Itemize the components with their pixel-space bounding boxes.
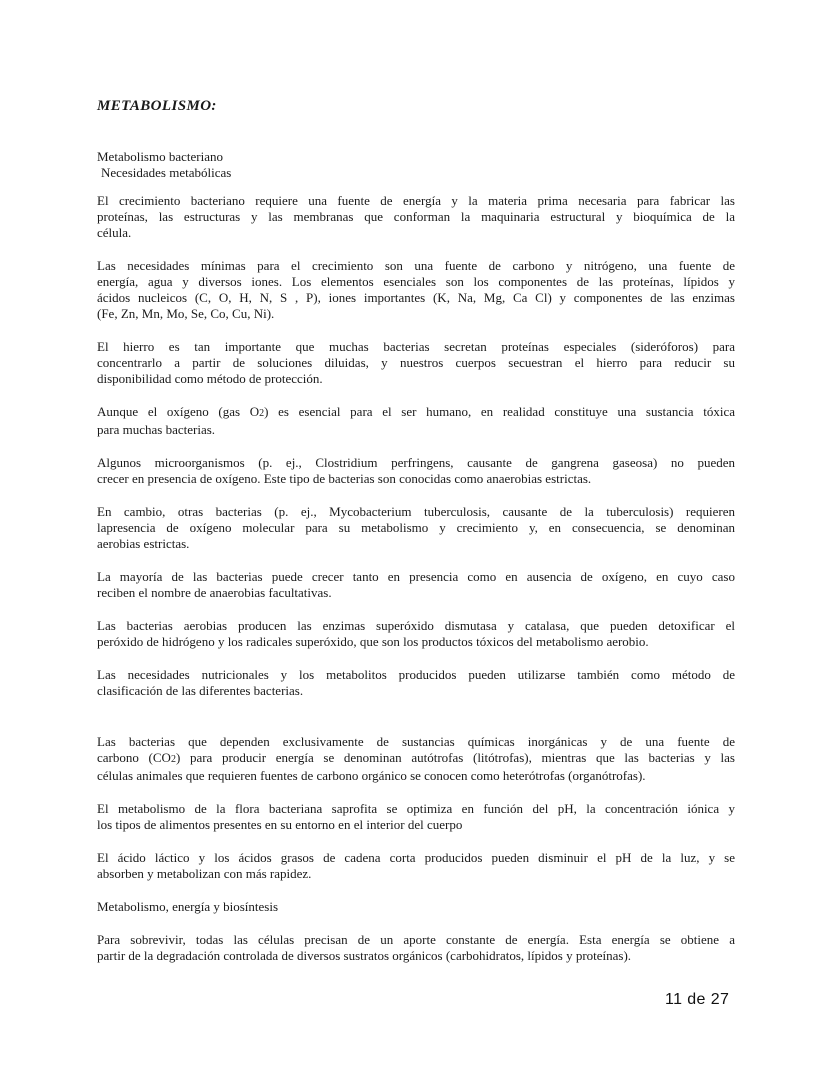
page-title: METABOLISMO: <box>97 98 217 114</box>
text-line: carbono (CO2) para producir energía se denominan autótrofas (litótrofas), mientras que las bacterias y las <box>97 750 735 765</box>
page-number: 11 de 27 <box>665 991 730 1008</box>
paragraph <box>97 850 735 882</box>
text-line: Metabolismo, energía y biosíntesis <box>97 899 279 914</box>
paragraph <box>97 193 735 241</box>
text-line: célula. <box>97 225 132 240</box>
text-line: peróxido de hidrógeno y los radicales superóxido, que son los productos tóxicos del metabolismo aerobio. <box>97 634 649 649</box>
text-line: Aunque el oxígeno (gas O2) es esencial para el ser humano, en realidad constituye una sustancia tóxica <box>97 404 735 419</box>
text-line: Las necesidades nutricionales y los metabolitos producidos pueden utilizarse también como método de <box>97 667 735 682</box>
paragraph <box>97 801 735 833</box>
document-body <box>97 97 735 981</box>
text-line: Las bacterias aerobias producen las enzimas superóxido dismutasa y catalasa, que pueden detoxificar el <box>97 618 735 633</box>
text-line: disponibilidad como método de protección. <box>97 371 323 386</box>
text-line: clasificación de las diferentes bacterias. <box>97 683 304 698</box>
intro-lines <box>97 149 735 181</box>
text-line: Metabolismo bacteriano <box>97 149 223 164</box>
paragraph <box>97 258 735 322</box>
text-line: Las bacterias que dependen exclusivamente de sustancias químicas inorgánicas y de una fuente de <box>97 734 735 749</box>
chemical-subscript: 2 <box>259 408 265 419</box>
paragraph <box>97 716 735 784</box>
text-line: Para sobrevivir, todas las células precisan de un aporte constante de energía. Esta energía se obtiene a <box>97 932 735 947</box>
text-line: para muchas bacterias. <box>97 422 216 437</box>
paragraph <box>97 569 735 601</box>
text-line: absorben y metabolizan con más rapidez. <box>97 866 312 881</box>
paragraph <box>97 455 735 487</box>
text-line: lapresencia de oxígeno molecular para su metabolismo y crecimiento y, en consecuencia, se denominan <box>97 520 735 535</box>
text-line: Las necesidades mínimas para el crecimiento son una fuente de carbono y nitrógeno, una fuente de <box>97 258 735 273</box>
paragraph <box>97 618 735 650</box>
text-line: ácidos nucleicos (C, O, H, N, S , P), iones importantes (K, Na, Mg, Ca Cl) y componentes de las enzimas <box>97 290 735 305</box>
subheading <box>97 899 735 915</box>
text-line: En cambio, otras bacterias (p. ej., Mycobacterium tuberculosis, causante de la tuberculosis) requieren <box>97 504 735 519</box>
text-line: proteínas, las estructuras y las membranas que conforman la maquinaria estructural y bioquímica de la <box>97 209 735 224</box>
text-line: El ácido láctico y los ácidos grasos de cadena corta producidos pueden disminuir el pH de la luz, y se <box>97 850 735 865</box>
paragraph <box>97 932 735 964</box>
paragraph <box>97 667 735 699</box>
text-line: los tipos de alimentos presentes en su entorno en el interior del cuerpo <box>97 817 463 832</box>
text-line: La mayoría de las bacterias puede crecer tanto en presencia como en ausencia de oxígeno, en cuyo caso <box>97 569 735 584</box>
text-line: partir de la degradación controlada de diversos sustratos orgánicos (carbohidratos, lípidos y proteínas). <box>97 948 632 963</box>
paragraph <box>97 404 735 438</box>
text-line: (Fe, Zn, Mn, Mo, Se, Co, Cu, Ni). <box>97 306 275 321</box>
text-line: reciben el nombre de anaerobias facultativas. <box>97 585 332 600</box>
text-line: crecer en presencia de oxígeno. Este tipo de bacterias son conocidas como anaerobias estrictas. <box>97 471 592 486</box>
text-line: El hierro es tan importante que muchas bacterias secretan proteínas especiales (sideróforos) para <box>97 339 735 354</box>
chemical-subscript: 2 <box>170 754 176 765</box>
text-line: aerobias estrictas. <box>97 536 190 551</box>
paragraph <box>97 504 735 552</box>
text-line: El metabolismo de la flora bacteriana saprofita se optimiza en función del pH, la concentración iónica y <box>97 801 735 816</box>
text-line: Algunos microorganismos (p. ej., Clostridium perfringens, causante de gangrena gaseosa) no pueden <box>97 455 735 470</box>
paragraph <box>97 339 735 387</box>
text-line: El crecimiento bacteriano requiere una fuente de energía y la materia prima necesaria para fabricar las <box>97 193 735 208</box>
text-line: Necesidades metabólicas <box>101 165 232 180</box>
text-line: células animales que requieren fuentes de carbono orgánico se conocen como heterótrofas (organótrofas). <box>97 768 646 783</box>
text-line: concentrarlo a partir de soluciones diluidas, y nuestros cuerpos secuestran el hierro para reducir su <box>97 355 735 370</box>
text-line: energía, agua y diversos iones. Los elementos esenciales son los componentes de las proteínas, lípidos y <box>97 274 735 289</box>
